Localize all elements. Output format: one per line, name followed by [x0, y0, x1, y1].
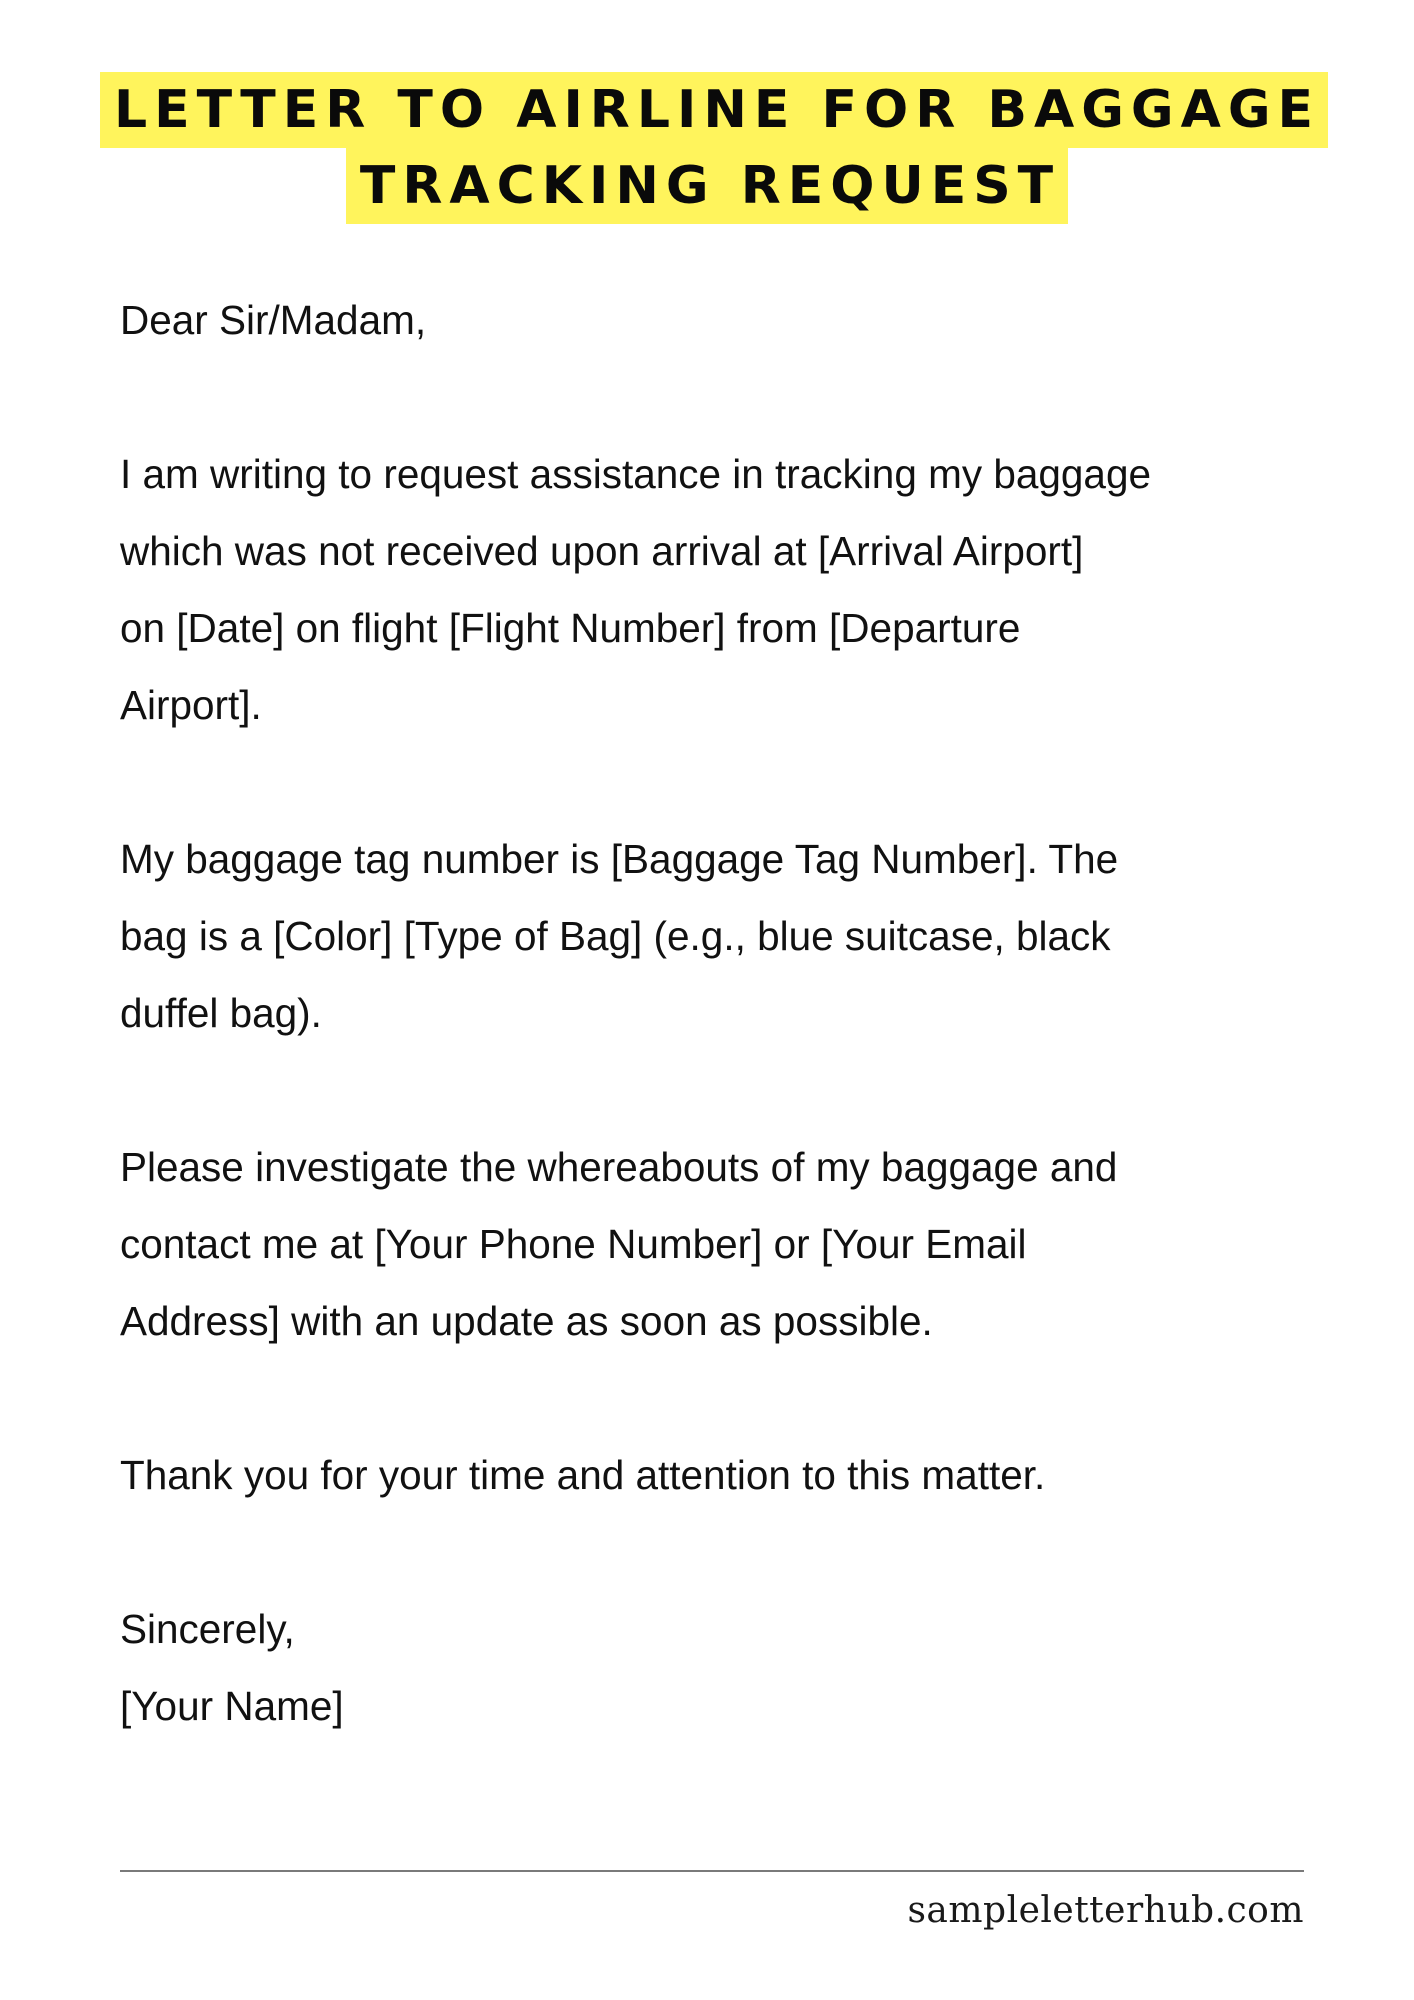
title-line-2: TRACKING REQUEST	[346, 148, 1068, 224]
footer-site: sampleletterhub.com	[907, 1890, 1304, 1931]
paragraph-gap	[120, 744, 1360, 821]
paragraph-gap	[120, 359, 1360, 436]
paragraph-1-line: on [Date] on flight [Flight Number] from [Departure	[120, 605, 1021, 651]
paragraph-gap	[120, 1360, 1360, 1437]
title-line-1: LETTER TO AIRLINE FOR BAGGAGE	[100, 72, 1328, 148]
paragraph-3-line: Address] with an update as soon as possible.	[120, 1298, 933, 1344]
paragraph-1-line: Airport].	[120, 682, 262, 728]
paragraph-1	[120, 436, 1360, 744]
signoff: Sincerely,	[120, 1606, 295, 1652]
letter-body	[120, 282, 1360, 1745]
paragraph-1-line: which was not received upon arrival at [Arrival Airport]	[120, 528, 1084, 574]
letter-title	[0, 72, 1414, 224]
paragraph-3-line: contact me at [Your Phone Number] or [Your Email	[120, 1221, 1027, 1267]
paragraph-2-line: duffel bag).	[120, 990, 322, 1036]
paragraph-2	[120, 821, 1360, 1052]
closing-line: Thank you for your time and attention to this matter.	[120, 1452, 1046, 1498]
paragraph-gap	[120, 1052, 1360, 1129]
paragraph-3	[120, 1129, 1360, 1360]
paragraph-1-line: I am writing to request assistance in tracking my baggage	[120, 451, 1152, 497]
footer-divider	[120, 1870, 1304, 1872]
salutation: Dear Sir/Madam,	[120, 297, 427, 343]
paragraph-gap	[120, 1514, 1360, 1591]
paragraph-2-line: My baggage tag number is [Baggage Tag Number]. The	[120, 836, 1119, 882]
paragraph-3-line: Please investigate the whereabouts of my baggage and	[120, 1144, 1118, 1190]
paragraph-2-line: bag is a [Color] [Type of Bag] (e.g., blue suitcase, black	[120, 913, 1111, 959]
signature-placeholder: [Your Name]	[120, 1683, 344, 1729]
